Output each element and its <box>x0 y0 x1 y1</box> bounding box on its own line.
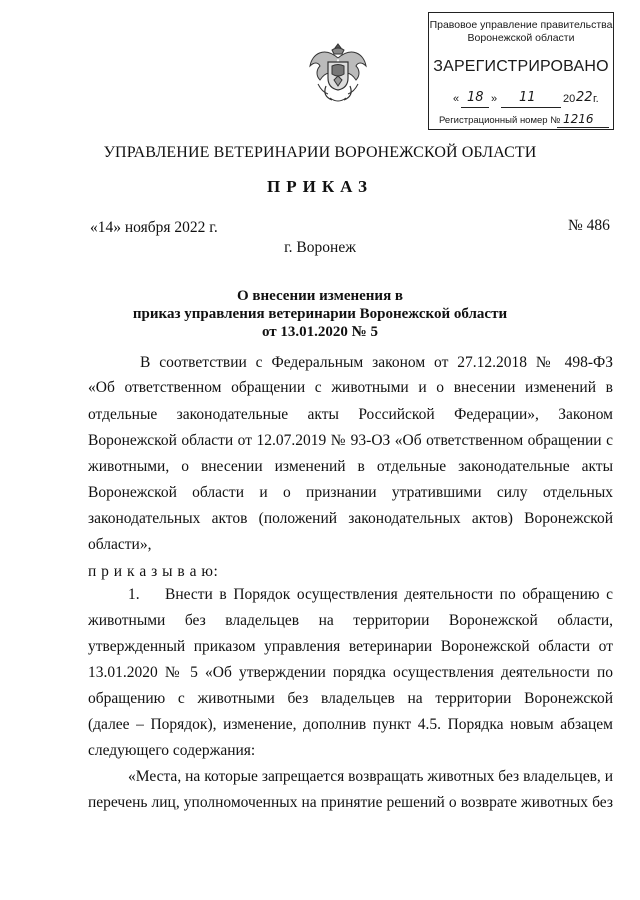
stamp-quote-close: » <box>491 93 498 105</box>
title-line-2: приказ управления ветеринарии Воронежской области <box>132 306 508 322</box>
stamp-day: 18 <box>467 90 484 105</box>
document-type: ПРИКАЗ <box>267 177 373 196</box>
preamble-line: Воронежской области и о признании утратившими силу отдельных <box>88 484 613 501</box>
item-number: 1. <box>128 586 140 603</box>
item-line: следующего содержания: <box>88 742 256 759</box>
quote-line: «Места, на которые запрещается возвращать животных без владельцев, и <box>128 768 613 785</box>
preamble-line: законодательных актов (положений законодательных актов) Воронежской <box>88 510 613 527</box>
order-word: п р и к а з ы в а ю: <box>88 563 219 580</box>
stamp-org-line1: Правовое управление правительства <box>429 19 613 31</box>
item-line: обращению с животными без владельцев на территории Воронежской <box>88 690 613 707</box>
item-line: животными без владельцев на территории Воронежской области, <box>88 612 613 629</box>
document-city: г. Воронеж <box>284 239 356 256</box>
agency-name: УПРАВЛЕНИЕ ВЕТЕРИНАРИИ ВОРОНЕЖСКОЙ ОБЛАСТИ <box>103 144 537 161</box>
stamp-registered: ЗАРЕГИСТРИРОВАНО <box>433 58 609 75</box>
preamble-line: В соответствии с Федеральным законом от 27.12.2018 № 498-ФЗ <box>140 354 613 371</box>
stamp-org-line2: Воронежской области <box>467 32 575 44</box>
document-number: № 486 <box>568 217 610 234</box>
coat-of-arms-icon <box>304 40 372 110</box>
item-line: 13.01.2020 № 5 «Об утверждении порядка осуществления деятельности по <box>88 664 613 681</box>
preamble-line: отдельные законодательные акты Российской Федерации», Законом <box>88 406 613 423</box>
preamble-line: «Об ответственном обращении с животными и о внесении изменений в <box>88 379 613 396</box>
registration-stamp <box>428 12 614 130</box>
title-line-1: О внесении изменения в <box>236 288 404 304</box>
stamp-year-suffix: 22 <box>576 90 593 105</box>
stamp-reg-number: 1216 <box>563 112 594 126</box>
stamp-quote-open: « <box>453 93 460 105</box>
stamp-year-unit: г. <box>593 93 599 105</box>
item-line: (далее – Порядок), изменение, дополнив пункт 4.5. Порядка новым абзацем <box>88 716 613 733</box>
stamp-reg-label: Регистрационный номер № <box>439 115 561 126</box>
item-line: утвержденный приказом управления ветеринарии Воронежской области от <box>88 638 613 655</box>
stamp-organization <box>429 19 613 45</box>
quote-line: перечень лиц, уполномоченных на принятие решений о возврате животных без <box>88 794 613 811</box>
preamble-line: Воронежской области от 12.07.2019 № 93-ОЗ «Об ответственном обращении с <box>88 432 613 449</box>
title-line-3: от 13.01.2020 № 5 <box>262 324 378 340</box>
stamp-date <box>453 91 613 109</box>
document-date: «14» ноября 2022 г. <box>90 219 218 236</box>
preamble-line: животными, о внесении изменений в отдельные законодательные акты <box>88 458 613 475</box>
stamp-year-prefix: 20 <box>563 93 576 105</box>
item-line: Внести в Порядок осуществления деятельности по обращению с <box>165 586 613 603</box>
stamp-month: 11 <box>519 90 536 105</box>
preamble-line: области», <box>88 536 152 553</box>
stamp-reg-number-row <box>439 113 615 129</box>
